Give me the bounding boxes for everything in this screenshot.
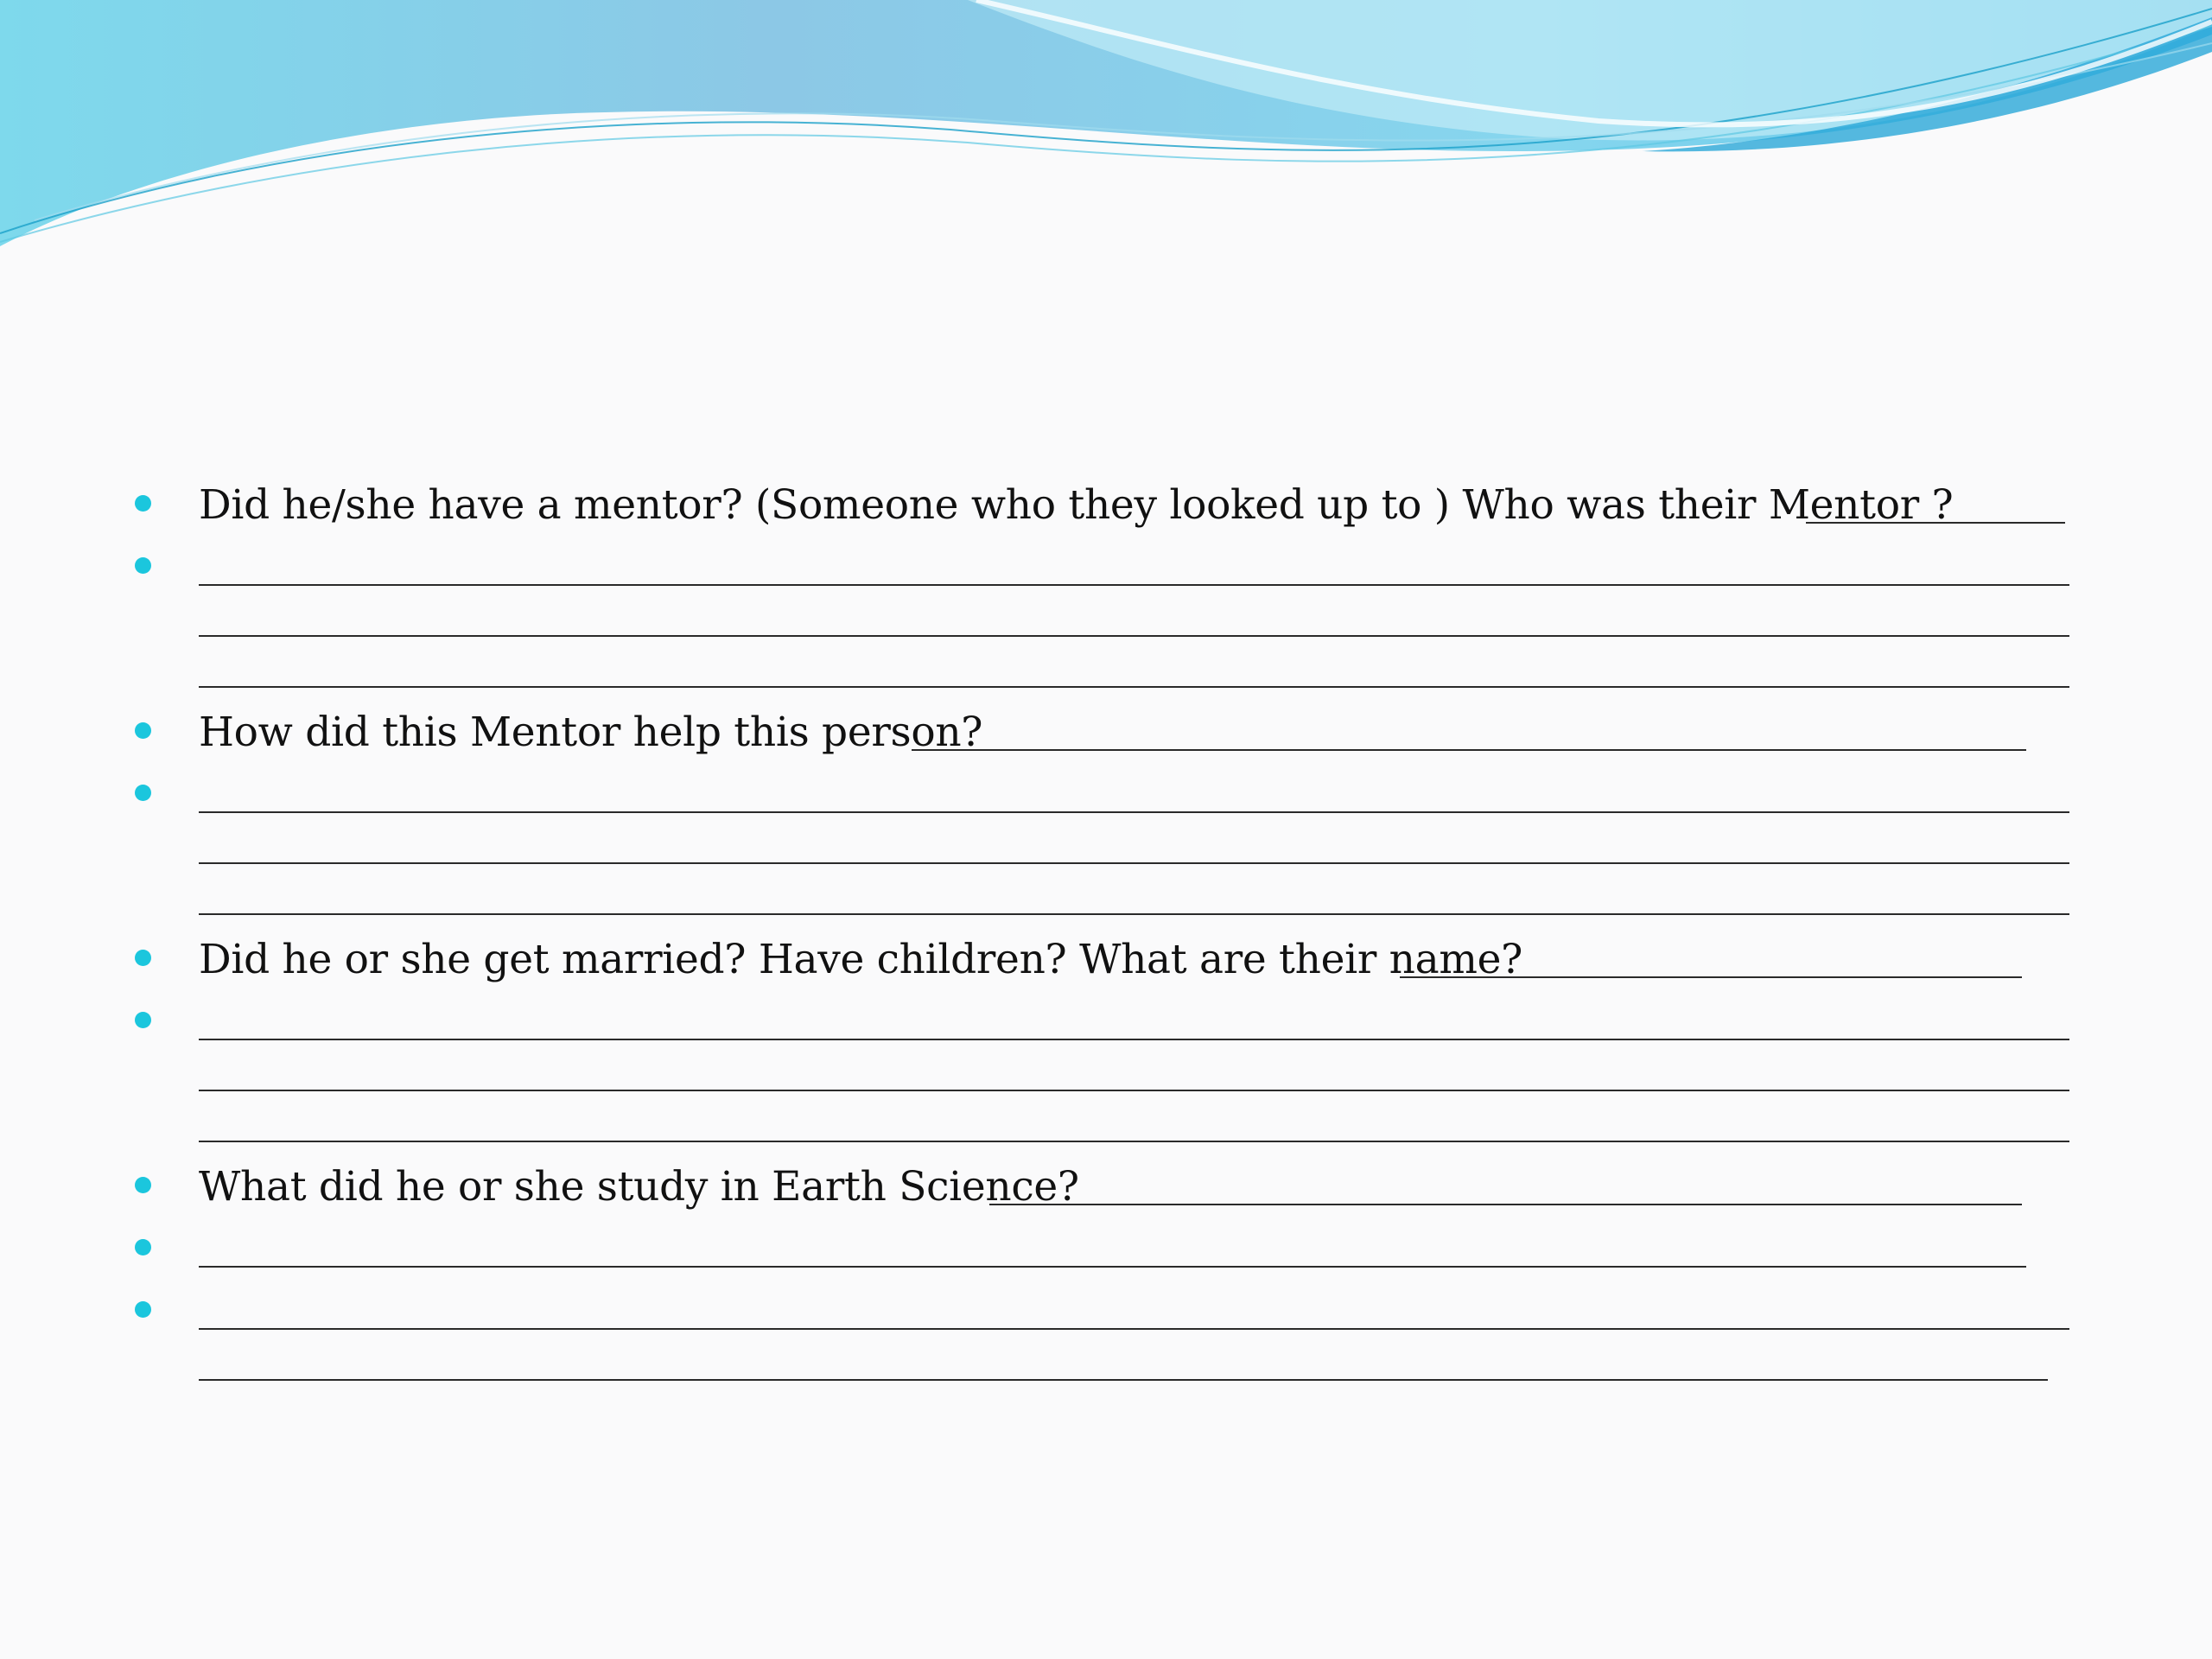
answer-line-q4-c[interactable] <box>199 1379 2048 1381</box>
bullet-q1 <box>135 495 151 512</box>
answer-line-q2-a[interactable] <box>199 811 2069 813</box>
answer-line-q1-a[interactable] <box>199 584 2069 586</box>
bullet-q4 <box>135 1177 151 1193</box>
bullet-q3 <box>135 950 151 966</box>
answer-line-q2-b[interactable] <box>199 862 2069 864</box>
answer-line-q2-inline[interactable] <box>912 749 2026 751</box>
answer-line-q3-b[interactable] <box>199 1090 2069 1091</box>
answer-line-q4-b[interactable] <box>199 1328 2069 1330</box>
answer-line-q4-inline[interactable] <box>989 1204 2022 1205</box>
answer-line-q3-c[interactable] <box>199 1141 2069 1142</box>
answer-line-q1-b[interactable] <box>199 635 2069 637</box>
bullet-q2 <box>135 722 151 739</box>
question-1-text: Did he/she have a mentor? (Someone who they looked up to ) Who was their Mentor ? <box>199 481 1954 529</box>
answer-line-q2-c[interactable] <box>199 913 2069 915</box>
bullet-q1-answer <box>135 557 151 574</box>
question-4-text: What did he or she study in Earth Science? <box>199 1163 1079 1211</box>
answer-line-q1-c[interactable] <box>199 686 2069 688</box>
bullet-q3-answer <box>135 1012 151 1028</box>
bullet-q4-answer-1 <box>135 1239 151 1255</box>
header-wave-decoration <box>0 0 2212 259</box>
question-2-text: How did this Mentor help this person? <box>199 709 983 756</box>
bullet-q4-answer-2 <box>135 1301 151 1318</box>
answer-line-q4-a[interactable] <box>199 1266 2026 1268</box>
question-3-text: Did he or she get married? Have children? What are their name? <box>199 936 1523 983</box>
answer-line-q3-inline[interactable] <box>1400 976 2022 978</box>
bullet-q2-answer <box>135 785 151 801</box>
answer-line-q1-inline[interactable] <box>1806 522 2065 524</box>
answer-line-q3-a[interactable] <box>199 1039 2069 1040</box>
